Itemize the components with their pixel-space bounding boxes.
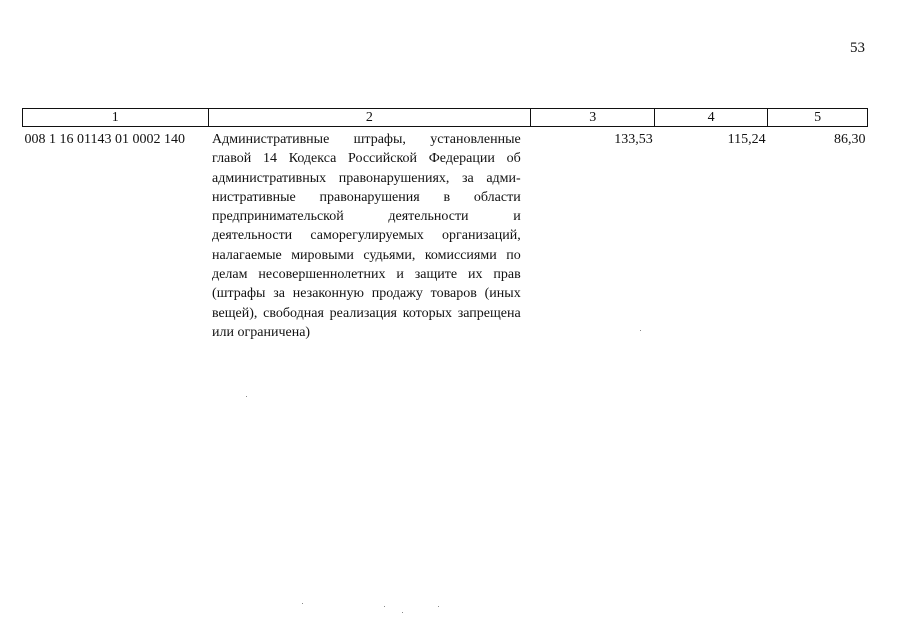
column-header-2: 2 xyxy=(208,109,531,127)
column-header-1: 1 xyxy=(23,109,209,127)
column-header-5: 5 xyxy=(768,109,868,127)
scan-speck xyxy=(402,612,403,613)
table-row xyxy=(23,127,868,343)
income-description: Административные штрафы, установленные главой 14 Кодекса Российской Федерации об административных правонарушениях, за административные правонарушения в области предпринимательской деятельности и деятельности саморегулируемых организаций, налагаемые мировыми судьями, комиссиями по делам несовершеннолетних и защите их прав (штрафы за незаконную продажу товаров (иных вещей), свободная реализация которых запрещена или ограничена) xyxy=(212,132,521,340)
scan-speck xyxy=(246,396,247,397)
scan-speck xyxy=(384,606,385,607)
scan-speck xyxy=(640,330,641,331)
scan-speck xyxy=(438,606,439,607)
data-table xyxy=(22,108,868,342)
table-header xyxy=(23,109,868,127)
value-column-3: 133,53 xyxy=(614,132,653,147)
scan-speck xyxy=(302,603,303,604)
budget-classification-code: 008 1 16 01143 01 0002 140 xyxy=(24,132,185,147)
value-column-5: 86,30 xyxy=(834,132,866,147)
column-header-3: 3 xyxy=(531,109,655,127)
value-column-4: 115,24 xyxy=(727,132,766,147)
header-row xyxy=(23,109,868,127)
page-number: 53 xyxy=(850,40,865,56)
column-header-4: 4 xyxy=(655,109,768,127)
